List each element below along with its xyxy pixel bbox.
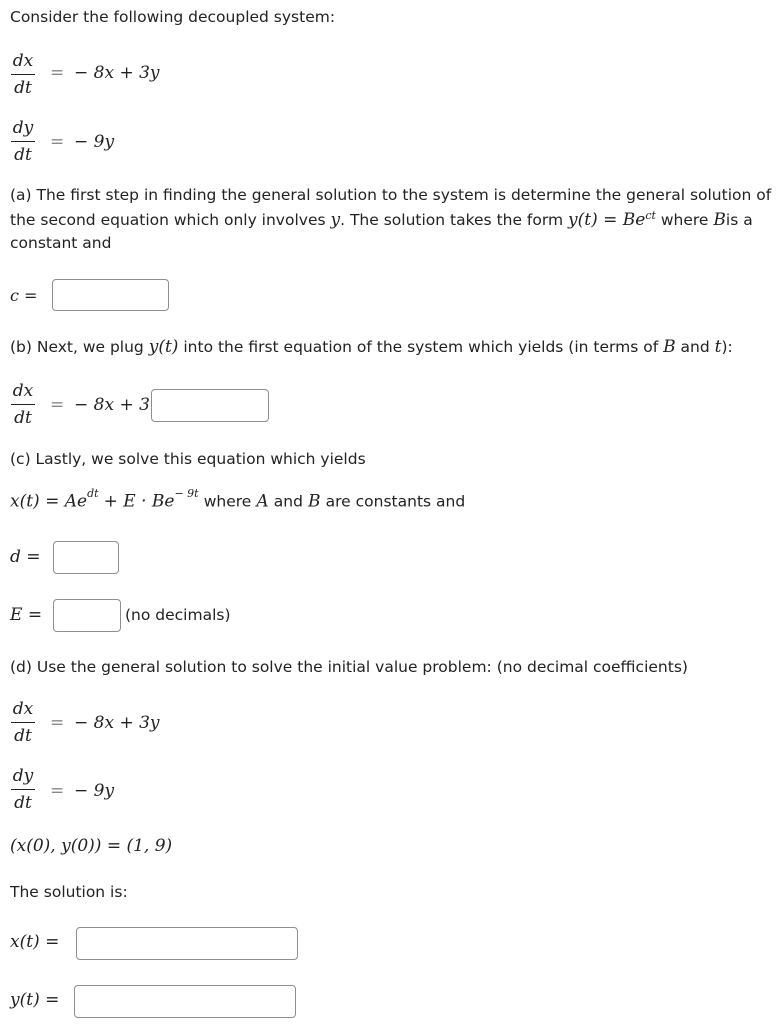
d-input[interactable] xyxy=(53,541,119,574)
initial-condition: (x(0), y(0)) = (1, 9) xyxy=(10,836,173,856)
part-a-line1: (a) The first step in finding the general solution to the system is determine the general solution of xyxy=(10,186,772,204)
c-input[interactable] xyxy=(52,279,169,311)
equals-sign: = xyxy=(50,395,65,415)
fraction-numerator: dy xyxy=(12,766,34,786)
x-solution-input[interactable] xyxy=(76,927,298,960)
equals-sign: = xyxy=(50,713,65,733)
d-label: d = xyxy=(10,547,41,567)
E-input[interactable] xyxy=(53,599,121,632)
fraction-denominator: dt xyxy=(14,78,32,98)
y-solution-input[interactable] xyxy=(74,985,296,1018)
x-solution-form: $x(t) = Ae^{dt} + E \cdot Be^{- 9t}$ where A and B are constants and xyxy=(10,487,466,512)
y-solution-label: y(t) = xyxy=(10,990,60,1010)
c-label: c = xyxy=(10,286,38,305)
part-d-eq1-rhs: − 8x + 3y xyxy=(74,713,160,733)
eq2-rhs: − 9y xyxy=(74,132,115,152)
intro-text: Consider the following decoupled system: xyxy=(10,8,336,26)
fraction-numerator: dx xyxy=(12,699,34,719)
fraction-numerator: dx xyxy=(12,51,34,71)
equals-sign: = xyxy=(50,63,65,83)
fraction-denominator: dt xyxy=(14,793,32,813)
part-a-line3: constant and xyxy=(10,234,112,252)
fraction-numerator: dy xyxy=(12,118,34,138)
part-b-input[interactable] xyxy=(151,389,269,422)
eq1-rhs: − 8x + 3y xyxy=(74,63,160,83)
fraction-denominator: dt xyxy=(14,408,32,428)
fraction-denominator: dt xyxy=(14,145,32,165)
part-d-eq2-rhs: − 9y xyxy=(74,781,115,801)
equals-sign: = xyxy=(50,132,65,152)
dxdt-fraction xyxy=(10,380,36,429)
fraction-denominator: dt xyxy=(14,726,32,746)
fraction-numerator: dx xyxy=(12,381,34,401)
dxdt-fraction xyxy=(10,50,36,99)
x-solution-label: x(t) = xyxy=(10,932,60,952)
dxdt-fraction xyxy=(10,698,36,747)
part-d-line1: (d) Use the general solution to solve the initial value problem: (no decimal coefficients) xyxy=(10,658,688,676)
solution-label: The solution is: xyxy=(10,883,128,901)
part-b-text: (b) Next, we plug y(t) into the first equation of the system which yields (in terms of B and t): xyxy=(10,337,733,357)
part-b-rhs: − 8x + 3 xyxy=(74,395,150,415)
E-label: E = xyxy=(10,605,43,625)
no-decimals-note: (no decimals) xyxy=(125,606,231,624)
dydt-fraction xyxy=(10,765,36,814)
part-a-line2: the second equation which only involves y. The solution takes the form $y(t) = Be^{ct}$ where Bis a xyxy=(10,209,753,231)
dydt-fraction xyxy=(10,117,36,166)
equals-sign: = xyxy=(50,781,65,801)
part-c-line1: (c) Lastly, we solve this equation which yields xyxy=(10,450,366,468)
